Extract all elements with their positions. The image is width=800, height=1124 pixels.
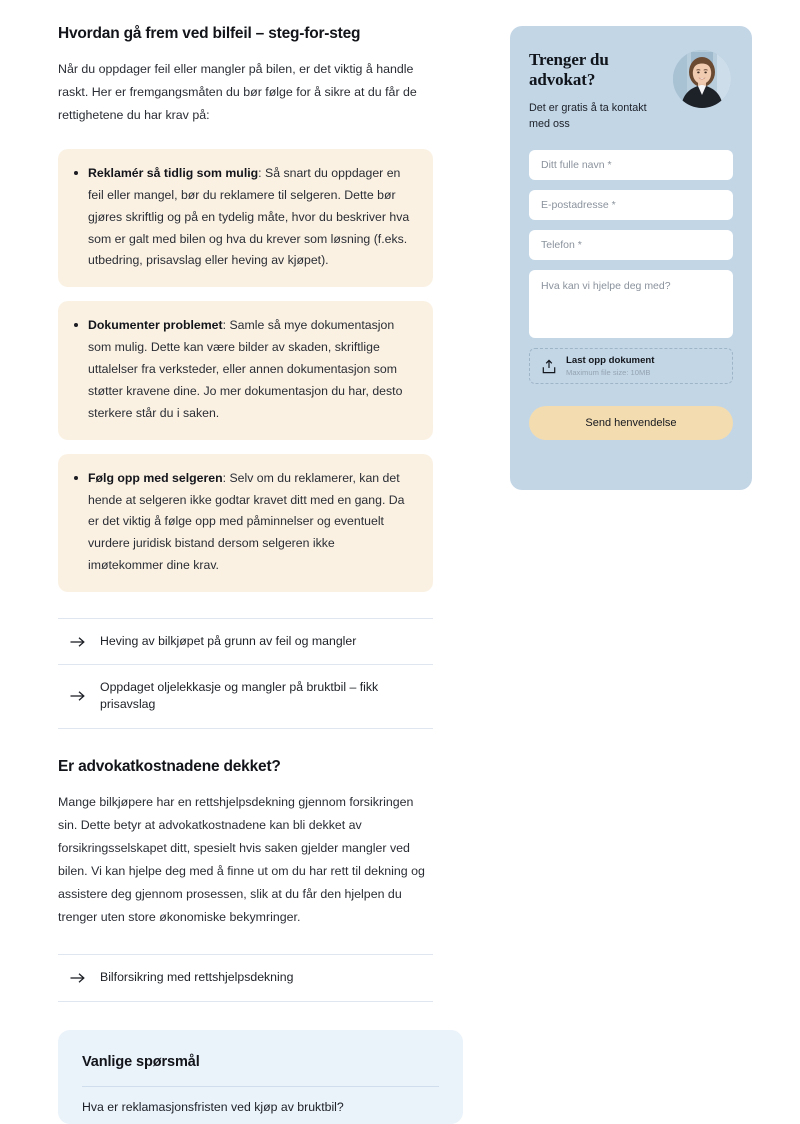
upload-label: Last opp dokument bbox=[566, 355, 655, 367]
related-links-secondary bbox=[58, 954, 433, 1001]
intro-paragraph: Når du oppdager feil eller mangler på bilen, er det viktig å handle raskt. Her er fremgangsmåten du bør følge for å sikre at du får de rettighetene du har krav på: bbox=[58, 62, 417, 123]
related-link-label: Heving av bilkjøpet på grunn av feil og mangler bbox=[100, 634, 357, 649]
article-column bbox=[58, 24, 433, 1124]
faq-title: Vanlige spørsmål bbox=[82, 1053, 200, 1070]
section-heading-costs: Er advokatkostnadene dekket? bbox=[58, 757, 281, 775]
phone-input[interactable] bbox=[529, 230, 733, 260]
bullet-icon bbox=[74, 476, 78, 480]
contact-card-subtitle: Det er gratis å ta kontakt med oss bbox=[529, 102, 647, 131]
step-callout-3 bbox=[58, 454, 433, 592]
arrow-right-icon bbox=[70, 690, 86, 702]
arrow-right-icon bbox=[70, 972, 86, 984]
message-textarea[interactable] bbox=[529, 270, 733, 338]
step-body-3: : Selv om du reklamerer, kan det hende at selgeren ikke godtar kravet ditt med en gang. Da er det viktig å følge opp med påminnelser og eventuelt vurdere juridisk bistand dersom selgeren ikke imøtekommer dine krav. bbox=[88, 470, 405, 573]
upload-icon bbox=[542, 359, 556, 374]
full-name-input[interactable] bbox=[529, 150, 733, 180]
faq-card bbox=[58, 1030, 463, 1124]
related-link-label: Bilforsikring med rettshjelpsdekning bbox=[100, 970, 294, 985]
arrow-right-icon bbox=[70, 636, 86, 648]
related-link-heving[interactable] bbox=[58, 618, 433, 664]
costs-paragraph: Mange bilkjøpere har en rettshjelpsdekning gjennom forsikringen sin. Dette betyr at advokatkostnadene kan bli dekket av forsikringsselskapet ditt, spesielt hvis saken gjelder mangler ved bilen. Vi kan hjelpe deg med å finne ut om du har rett til dekning og assistere deg gjennom prosessen, slik at du får den hjelpen du trenger uten store økonomiske bekymringer. bbox=[58, 794, 425, 924]
related-link-oljelekkasje[interactable] bbox=[58, 664, 433, 728]
contact-card-header bbox=[529, 48, 733, 132]
contact-form bbox=[529, 150, 733, 440]
spacer bbox=[58, 729, 433, 757]
step-body-1: : Så snart du oppdager en feil eller mangel, bør du reklamere til selgeren. Dette bør gjøres skriftlig og på en tydelig måte, hvor du beskriver hva som er galt med bilen og hva du krever som løsning (f.eks. utbedring, prisavslag eller heving av kjøpet). bbox=[88, 165, 410, 268]
step-text-2 bbox=[88, 315, 413, 424]
step-text-3 bbox=[88, 468, 413, 577]
step-lead-3: Følg opp med selgeren bbox=[88, 470, 223, 485]
bullet-icon bbox=[74, 323, 78, 327]
lawyer-portrait-image bbox=[673, 50, 731, 108]
step-callout-1 bbox=[58, 149, 433, 287]
step-lead-1: Reklamér så tidlig som mulig bbox=[88, 165, 259, 180]
related-link-bilforsikring[interactable] bbox=[58, 954, 433, 1001]
submit-button[interactable]: Send henvendelse bbox=[529, 406, 733, 440]
faq-question-1[interactable]: Hva er reklamasjonsfristen ved kjøp av bruktbil? bbox=[82, 1086, 439, 1114]
email-input[interactable] bbox=[529, 190, 733, 220]
related-links-primary bbox=[58, 618, 433, 729]
upload-hint: Maximum file size: 10MB bbox=[566, 368, 651, 378]
step-callout-2 bbox=[58, 301, 433, 439]
related-link-label: Oppdaget oljelekkasje og mangler på bruktbil – fikk prisavslag bbox=[100, 680, 379, 712]
bullet-icon bbox=[74, 171, 78, 175]
contact-card-title: Trenger du advokat? bbox=[529, 50, 609, 90]
step-lead-2: Dokumenter problemet bbox=[88, 318, 223, 333]
contact-card bbox=[510, 26, 752, 490]
step-body-2: : Samle så mye dokumentasjon som mulig. Dette kan være bilder av skaden, skriftlige uttalelser fra verksteder, eller annen dokumentasjon som støtter kravene dine. Jo mer dokumentasjon du har, desto sterkere står du i saken. bbox=[88, 318, 403, 420]
steps-list bbox=[58, 149, 433, 592]
page-title: Hvordan gå frem ved bilfeil – steg-for-steg bbox=[58, 25, 361, 42]
step-text-1 bbox=[88, 163, 413, 272]
avatar bbox=[673, 50, 731, 108]
upload-document-dropzone[interactable] bbox=[529, 348, 733, 384]
